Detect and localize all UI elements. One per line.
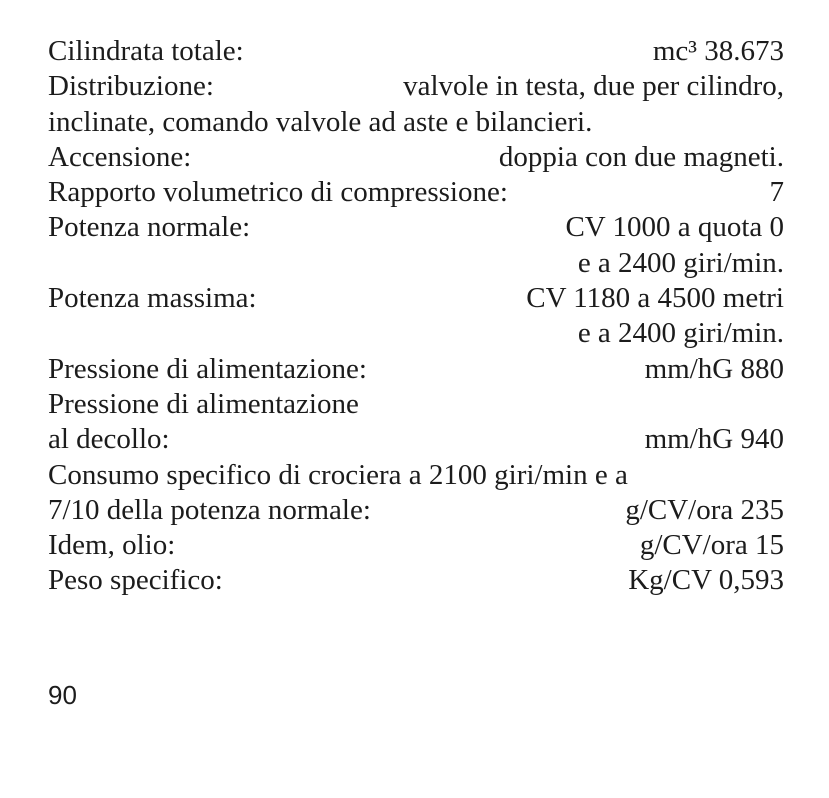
- spec-accensione: [48, 140, 784, 175]
- spec-value: doppia con due magneti.: [498, 140, 784, 173]
- spec-value: g/CV/ora 15: [639, 529, 784, 562]
- page-number: 90: [48, 680, 77, 710]
- spec-value-continuation: e a 2400 giri/min.: [577, 317, 784, 350]
- spec-label: Rapporto volumetrico di compressione:: [48, 176, 508, 209]
- spec-value: mm/hG 880: [644, 352, 784, 385]
- spec-consumo-heading: [48, 458, 784, 493]
- spec-potenza-normale-continuation: [48, 246, 784, 281]
- spec-distribuzione: [48, 69, 784, 104]
- spec-label: al decollo:: [48, 423, 170, 456]
- spec-cilindrata: [48, 34, 784, 69]
- spec-idem-olio: [48, 528, 784, 563]
- spec-distribuzione-continuation: [48, 105, 784, 140]
- spec-potenza-normale: [48, 210, 784, 245]
- spec-label: Idem, olio:: [48, 529, 176, 562]
- spec-label: Pressione di alimentazione: [48, 387, 359, 420]
- spec-label: Potenza normale:: [48, 211, 251, 244]
- spec-label: Consumo specifico di crociera a 2100 giri/min e a: [48, 458, 628, 491]
- spec-label: Potenza massima:: [48, 282, 257, 315]
- spec-potenza-massima-continuation: [48, 316, 784, 351]
- spec-peso-specifico: [48, 563, 784, 598]
- spec-consumo: [48, 493, 784, 528]
- spec-label: 7/10 della potenza normale:: [48, 493, 371, 526]
- spec-label: Accensione:: [48, 140, 192, 173]
- spec-value-continuation: e a 2400 giri/min.: [577, 246, 784, 279]
- spec-pressione-alimentazione: [48, 352, 784, 387]
- spec-value-continuation: inclinate, comando valvole ad aste e bilancieri.: [48, 105, 593, 138]
- spec-value: Kg/CV 0,593: [628, 564, 784, 597]
- spec-label: Peso specifico:: [48, 564, 223, 597]
- spec-label: Cilindrata totale:: [48, 35, 244, 67]
- spec-value: g/CV/ora 235: [625, 493, 784, 526]
- spec-value: CV 1180 a 4500 metri: [526, 282, 784, 315]
- spec-value: mc³ 38.673: [652, 35, 784, 67]
- spec-label: Pressione di alimentazione:: [48, 352, 367, 385]
- spec-potenza-massima: [48, 281, 784, 316]
- spec-value: valvole in testa, due per cilindro,: [403, 70, 784, 103]
- spec-pressione-decollo-heading: [48, 387, 784, 422]
- spec-value: 7: [769, 176, 784, 209]
- engine-specifications: [48, 34, 784, 599]
- spec-value: mm/hG 940: [644, 423, 784, 456]
- spec-value: CV 1000 a quota 0: [565, 211, 784, 244]
- spec-rapporto-compressione: [48, 175, 784, 210]
- spec-pressione-decollo: [48, 422, 784, 457]
- spec-label: Distribuzione:: [48, 70, 214, 103]
